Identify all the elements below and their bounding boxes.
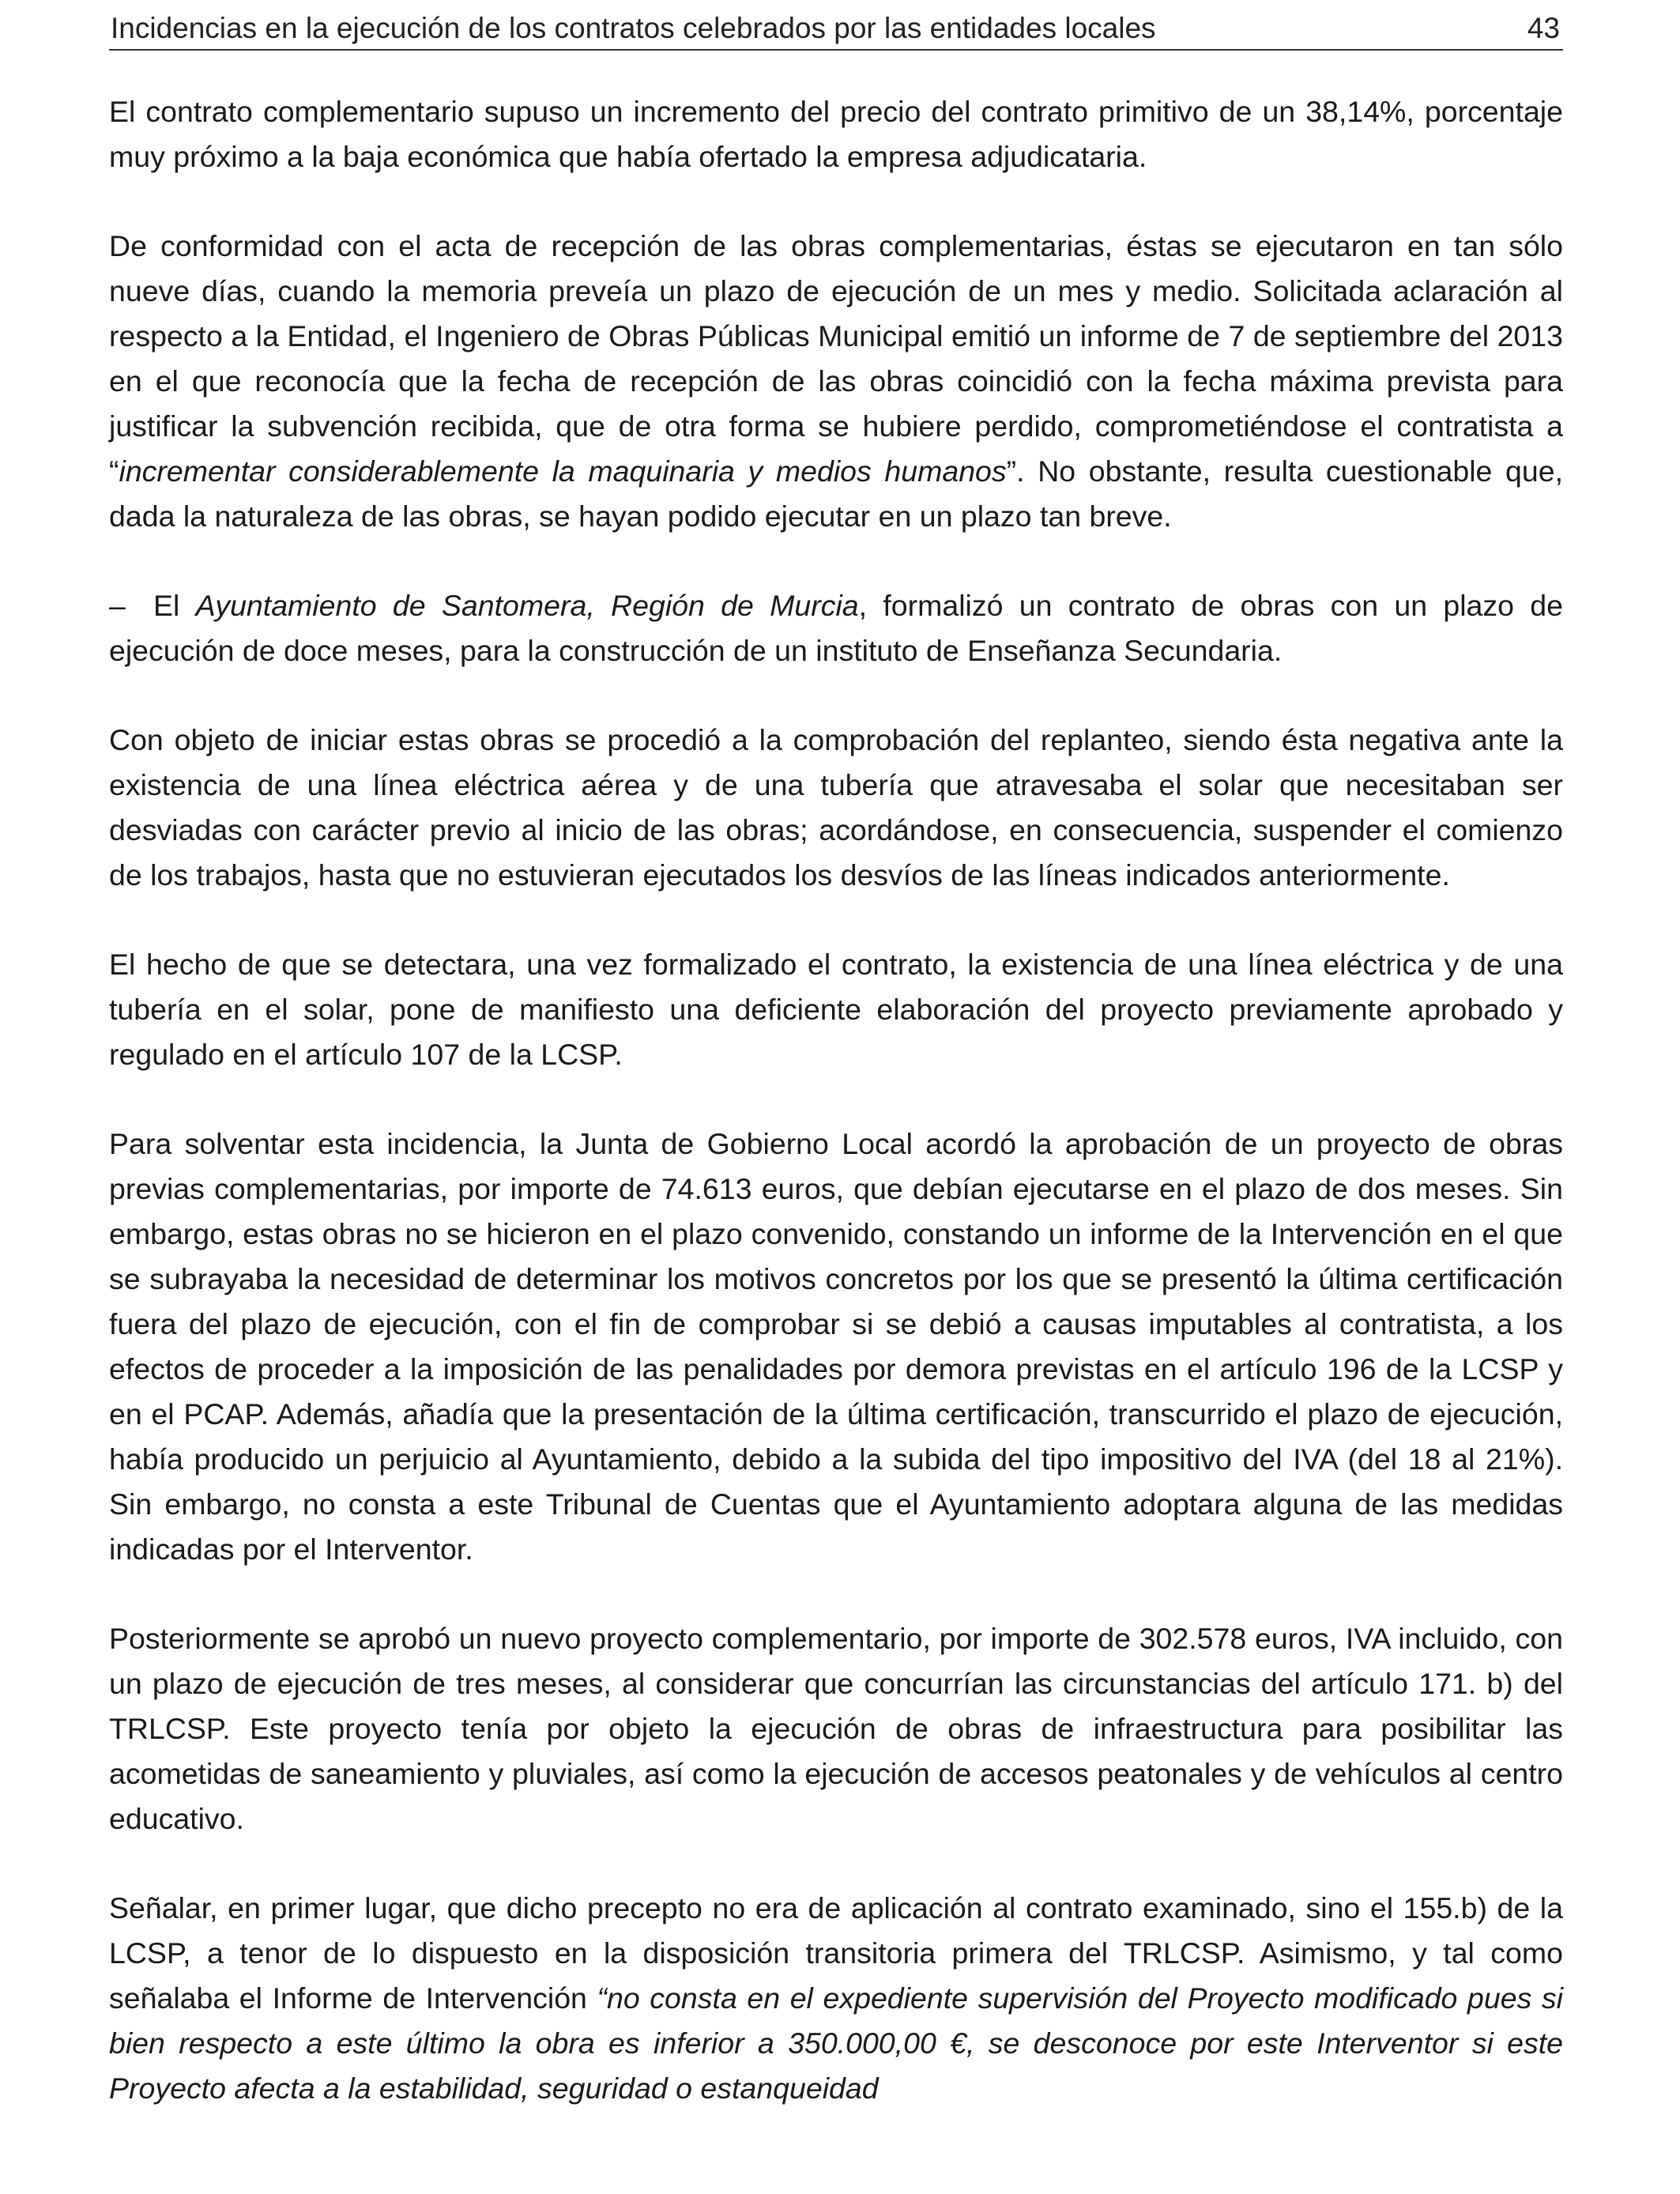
paragraph-2-text-end: ”. No obstante, resulta cuestionable que, dada la naturaleza de las obras, se hayan podido ejecutar en un plazo tan breve. [109, 454, 1563, 533]
paragraph-1: El contrato complementario supuso un incremento del precio del contrato primitivo de un 38,14%, porcentaje muy próximo a la baja económica que había ofertado la empresa adjudicataria. [109, 95, 1563, 173]
paragraph-7: Posteriormente se aprobó un nuevo proyecto complementario, por importe de 302.578 euros, IVA incluido, con un plazo de ejecución de tres meses, al considerar que concurrían las circunstancias del artículo 171. b) del TRLCSP. Este proyecto tenía por objeto la ejecución de obras de infraestructura para posibilitar las acometidas de saneamiento y pluviales, así como la ejecución de accesos peatonales y de vehículos al centro educativo. [109, 1622, 1563, 1835]
paragraph-3-entity: Ayuntamiento de Santomera, Región de Murcia [195, 589, 859, 622]
paragraph-4: Con objeto de iniciar estas obras se procedió a la comprobación del replanteo, siendo ésta negativa ante la existencia de una línea eléctrica aérea y de una tubería que atravesaba el solar que necesitaban ser desviadas con carácter previo al inicio de las obras; acordándose, en consecuencia, suspender el comienzo de los trabajos, hasta que no estuvieran ejecutados los desvíos de las líneas indicados anteriormente. [109, 723, 1563, 892]
page-header [109, 0, 1563, 51]
paragraph-8-text: Señalar, en primer lugar, que dicho precepto no era de aplicación al contrato examinado, sino el 155.b) de la LCSP, a tenor de lo dispuesto en la disposición transitoria primera del TRLCSP. Asimismo, y tal como señalaba el Informe de Intervención [109, 1891, 1563, 2015]
paragraph-2-quote: incrementar considerablemente la maquinaria y medios humanos [119, 454, 1007, 488]
paragraph-3-text: El [153, 589, 196, 622]
paragraph-6: Para solventar esta incidencia, la Junta de Gobierno Local acordó la aprobación de un proyecto de obras previas complementarias, por importe de 74.613 euros, que debían ejecutarse en el plazo de dos meses. Sin embargo, estas obras no se hicieron en el plazo convenido, constando un informe de la Intervención en el que se subrayaba la necesidad de determinar los motivos concretos por los que se presentó la última certificación fuera del plazo de ejecución, con el fin de comprobar si se debió a causas imputables al contratista, a los efectos de proceder a la imposición de las penalidades por demora previstas en el artículo 196 de la LCSP y en el PCAP. Además, añadía que la presentación de la última certificación, transcurrido el plazo de ejecución, había producido un perjuicio al Ayuntamiento, debido a la subida del tipo impositivo del IVA (del 18 al 21%). Sin embargo, no consta a este Tribunal de Cuentas que el Ayuntamiento adoptara alguna de las medidas indicadas por el Interventor. [109, 1127, 1563, 1566]
paragraph-2 [109, 224, 1563, 539]
paragraph-2-text: De conformidad con el acta de recepción de las obras complementarias, éstas se ejecutaron en tan sólo nueve días, cuando la memoria preveía un plazo de ejecución de un mes y medio. Solicitada aclaración al respecto a la Entidad, el Ingeniero de Obras Públicas Municipal emitió un informe de 7 de septiembre del 2013 en el que reconocía que la fecha de recepción de las obras coincidió con la fecha máxima prevista para justificar la subvención recibida, que de otra forma se hubiere perdido, comprometiéndose el contratista a “ [109, 229, 1563, 488]
document-body [109, 89, 1563, 2155]
paragraph-8 [109, 1886, 1563, 2111]
document-page [109, 0, 1563, 2105]
list-dash: – [109, 589, 126, 622]
header-title: Incidencias en la ejecución de los contratos celebrados por las entidades locales [111, 12, 1156, 44]
paragraph-5: El hecho de que se detectara, una vez formalizado el contrato, la existencia de una línea eléctrica y de una tubería en el solar, pone de manifiesto una deficiente elaboración del proyecto previamente aprobado y regulado en el artículo 107 de la LCSP. [109, 948, 1563, 1071]
paragraph-3-text-end: , formalizó un contrato de obras con un plazo de ejecución de doce meses, para la construcción de un instituto de Enseñanza Secundaria. [109, 589, 1563, 667]
page-number: 43 [1527, 12, 1560, 44]
paragraph-3 [109, 583, 1563, 673]
paragraph-8-quote: “no consta en el expediente supervisión del Proyecto modificado pues si bien respecto a este último la obra es inferior a 350.000,00 €, se desconoce por este Interventor si este Proyecto afecta a la estabilidad, seguridad o estanqueidad [109, 1981, 1563, 2105]
